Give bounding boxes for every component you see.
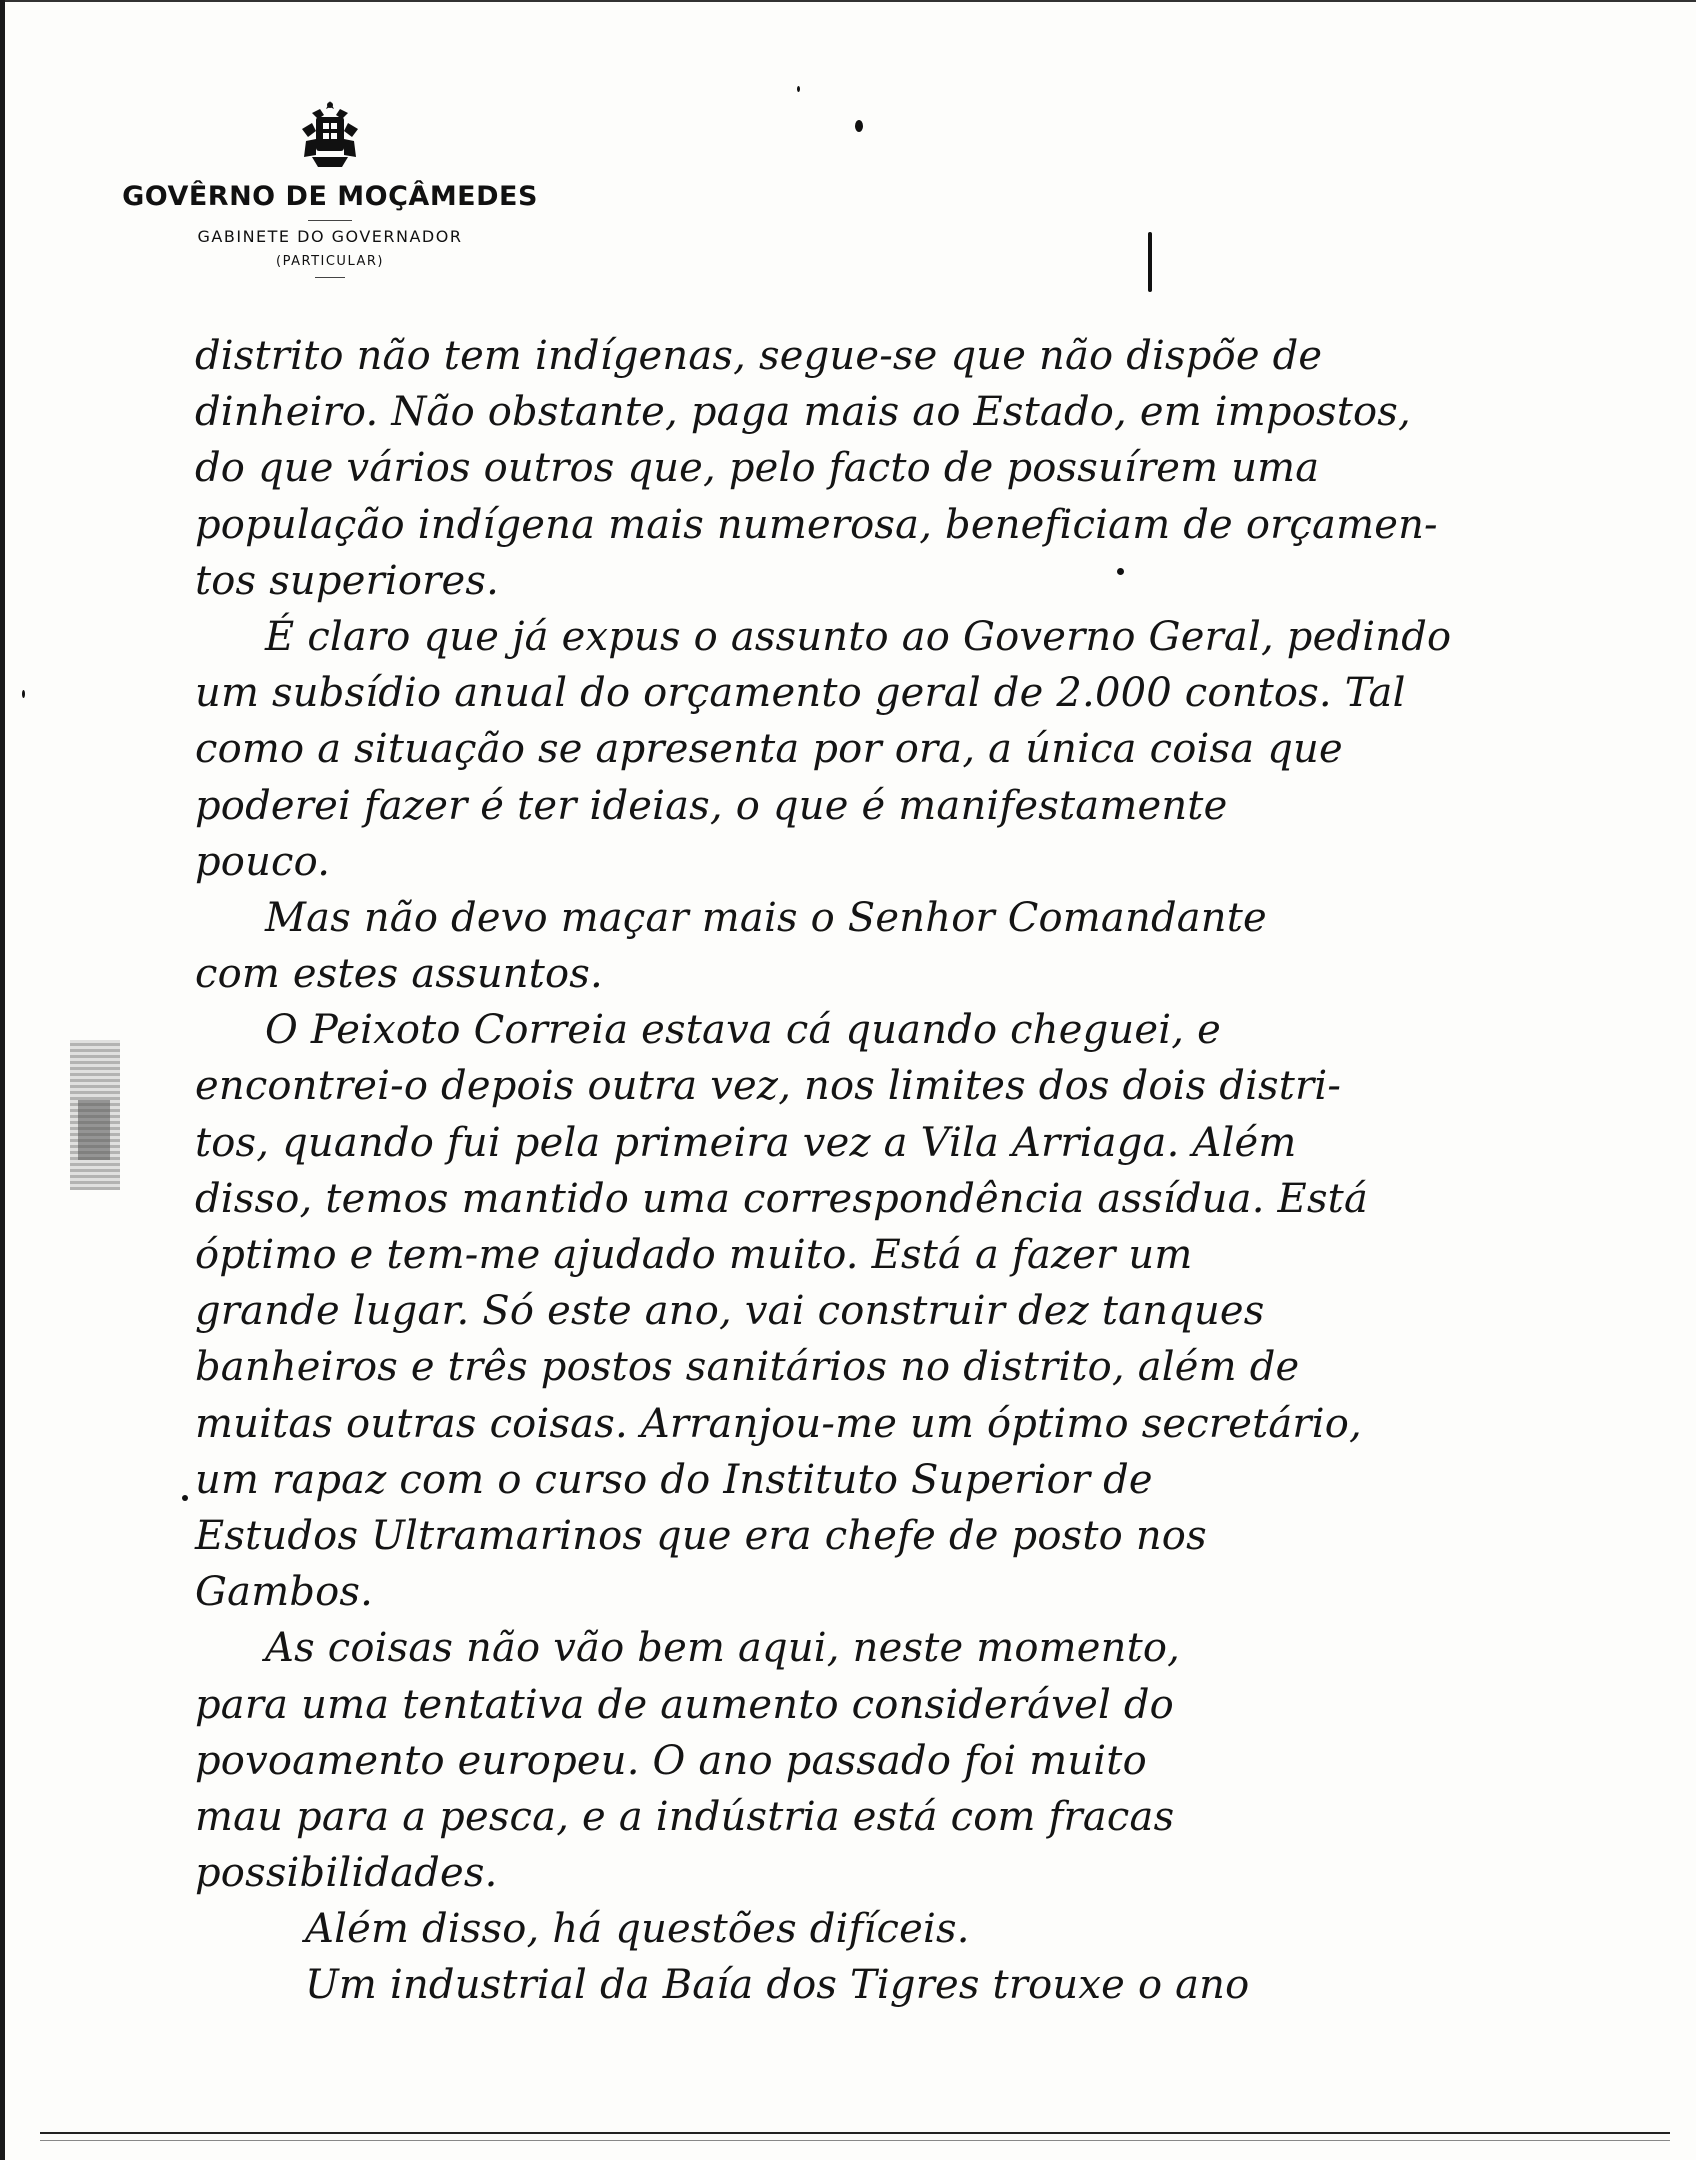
letter-line: poderei fazer é ter ideias, o que é manifestamente	[195, 782, 1228, 829]
ink-speck	[797, 86, 800, 92]
letter-line: tos, quando fui pela primeira vez a Vila Arriaga. Além	[195, 1119, 1297, 1166]
letter-line: pouco.	[195, 838, 331, 885]
letterhead-note: (PARTICULAR)	[276, 254, 384, 269]
letter-line: dinheiro. Não obstante, paga mais ao Estado, em impostos,	[195, 389, 1411, 436]
scan-artifact	[78, 1100, 110, 1160]
page-bottom-rule	[40, 2132, 1670, 2134]
ink-speck	[1148, 232, 1152, 292]
letter-line: Gambos.	[195, 1569, 374, 1616]
letter-line: população indígena mais numerosa, beneficiam de orçamen-	[195, 501, 1438, 548]
letter-line: muitas outras coisas. Arranjou-me um óptimo secretário,	[195, 1400, 1362, 1447]
letter-line: Estudos Ultramarinos que era chefe de posto nos	[195, 1512, 1207, 1559]
letter-body	[195, 328, 1665, 2014]
letter-line: do que vários outros que, pelo facto de possuírem uma	[195, 445, 1320, 492]
letter-line: encontrei-o depois outra vez, nos limites dos dois distri-	[195, 1063, 1342, 1110]
ink-speck	[855, 120, 863, 132]
letter-line: É claro que já expus o assunto ao Governo Geral, pedindo	[265, 613, 1452, 660]
coat-of-arms-icon	[290, 95, 370, 175]
page-left-edge	[0, 0, 5, 2160]
letter-line: Um industrial da Baía dos Tigres trouxe o ano	[305, 1962, 1250, 2009]
ink-speck	[22, 690, 25, 698]
ink-speck	[182, 1495, 188, 1501]
letterhead-title: GOVÊRNO DE MOÇÂMEDES	[122, 181, 538, 212]
letter-line: grande lugar. Só este ano, vai construir dez tanques	[195, 1288, 1265, 1335]
page-top-edge	[0, 0, 1696, 2]
letter-line: Mas não devo maçar mais o Senhor Comandante	[265, 894, 1267, 941]
letter-line: para uma tentativa de aumento considerável do	[195, 1681, 1174, 1728]
letter-line: Além disso, há questões difíceis.	[305, 1906, 970, 1953]
letter-line: tos superiores.	[195, 557, 499, 604]
letter-line: As coisas não vão bem aqui, neste momento,	[265, 1625, 1181, 1672]
letter-line: O Peixoto Correia estava cá quando cheguei, e	[265, 1007, 1221, 1054]
letterhead-subtitle: GABINETE DO GOVERNADOR	[197, 227, 463, 246]
letter-line: um rapaz com o curso do Instituto Superior de	[195, 1456, 1153, 1503]
letter-line: mau para a pesca, e a indústria está com fracas	[195, 1793, 1175, 1840]
letter-line: óptimo e tem-me ajudado muito. Está a fazer um	[195, 1232, 1193, 1278]
letter-line: um subsídio anual do orçamento geral de 2.000 contos. Tal	[195, 670, 1406, 717]
letter-line: como a situação se apresenta por ora, a única coisa que	[195, 726, 1343, 773]
letterhead-divider-2	[315, 277, 345, 278]
letter-line: distrito não tem indígenas, segue-se que não dispõe de	[195, 333, 1323, 379]
letter-line: disso, temos mantido uma correspondência assídua. Está	[195, 1175, 1368, 1222]
letter-line: possibilidades.	[195, 1850, 498, 1897]
letterhead	[100, 95, 560, 278]
letter-line: com estes assuntos.	[195, 951, 603, 998]
letterhead-divider	[308, 220, 352, 221]
letter-line: povoamento europeu. O ano passado foi muito	[195, 1737, 1147, 1784]
page-bottom-rule-2	[40, 2140, 1670, 2141]
letter-line: banheiros e três postos sanitários no distrito, além de	[195, 1344, 1300, 1391]
